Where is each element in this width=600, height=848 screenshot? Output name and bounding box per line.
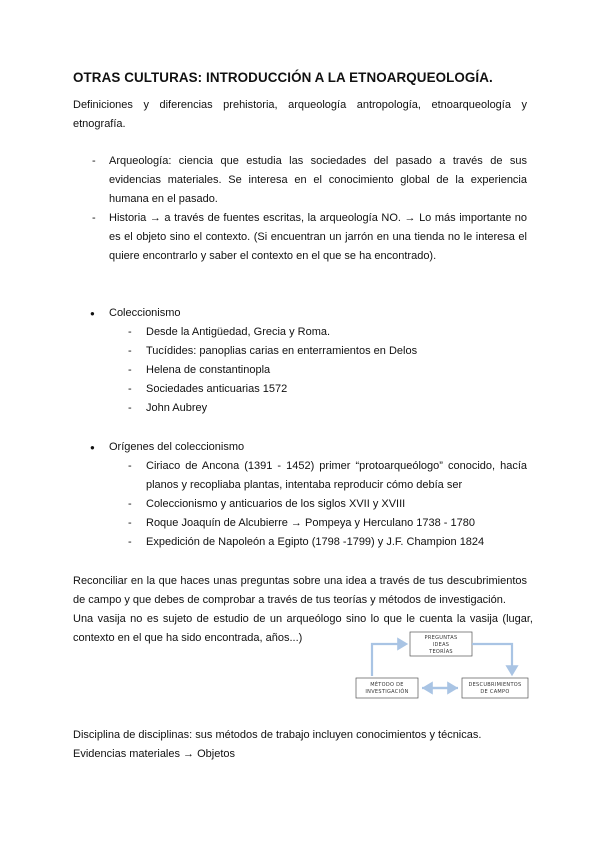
discoveries-box	[462, 678, 528, 698]
intro-paragraph: Definiciones y diferencias prehistoria, arqueología antropología, etnoarqueología y etnografía.	[73, 99, 527, 130]
evidencias-paragraph: Evidencias materiales → Objetos	[73, 748, 236, 760]
list-item: - John Aubrey	[128, 399, 527, 418]
definition-arqueologia: - Arqueología: ciencia que estudia las sociedades del pasado a través de sus evidencias materiales. Se interesa en el conocimiento global de la experiencia humana en el pasado.	[92, 152, 527, 209]
disciplina-paragraph: Disciplina de disciplinas: sus métodos de trabajo incluyen conocimientos y técnicas.	[73, 729, 482, 741]
list-item: - Desde la Antigüedad, Grecia y Roma.	[128, 323, 527, 342]
arrow-to-discoveries	[472, 644, 512, 674]
box-text: INVESTIGACIÓN	[365, 689, 409, 695]
box-text: TEORÍAS	[429, 649, 453, 655]
list-item: - Tucídides: panoplias carias en enterramientos en Delos	[128, 342, 527, 361]
list-item: - Roque Joaquín de Alcubierre → Pompeya y Herculano 1738 - 1780	[128, 514, 527, 533]
arrow-to-questions	[372, 644, 406, 676]
origenes-section	[90, 438, 527, 552]
coleccionismo-section	[90, 304, 527, 418]
reconciliar-paragraph: Reconciliar en la que haces unas preguntas sobre una idea a través de tus descubrimientos de campo y que debes de comprobar a través de tus teorías y métodos de investigación.	[73, 575, 527, 606]
list-item: - Helena de constantinopla	[128, 361, 527, 380]
origenes-heading: ● Orígenes del coleccionismo	[90, 438, 527, 457]
list-item: - Ciriaco de Ancona (1391 - 1452) primer “protoarqueólogo” conocido, hacía planos y recopliaba plantas, intentaba reproducir cómo debía ser	[128, 457, 527, 495]
definitions-list	[92, 152, 527, 266]
definition-historia: - Historia → a través de fuentes escritas, la arqueología NO. → Lo más importante no es el objeto sino el contexto. (Si encuentran un jarrón en una tienda no le interesa el quiere encontrarlo y saber el contexto en el que se ha encontrado).	[92, 209, 527, 266]
page-title: OTRAS CULTURAS: INTRODUCCIÓN A LA ETNOARQUEOLOGÍA.	[73, 70, 493, 85]
coleccionismo-list	[128, 323, 527, 418]
list-item: - Coleccionismo y anticuarios de los siglos XVII y XVIII	[128, 495, 527, 514]
list-item: - Expedición de Napoleón a Egipto (1798 -1799) y J.F. Champion 1824	[128, 533, 527, 552]
box-text: DESCUBRIMIENTOS	[468, 682, 522, 688]
origenes-list	[128, 457, 527, 552]
box-text: MÉTODO DE	[370, 682, 404, 688]
box-text: DE CAMPO	[480, 689, 510, 695]
research-cycle-diagram	[352, 630, 530, 702]
box-text: IDEAS	[432, 642, 450, 648]
method-box	[356, 678, 418, 698]
vasija-paragraph: Una vasija no es sujeto de estudio de un arqueólogo sino lo que le cuenta la vasija (lugar, contexto en el que ha sido encontrada, años...)	[73, 613, 533, 644]
box-text: PREGUNTAS	[424, 635, 458, 641]
list-item: - Sociedades anticuarias 1572	[128, 380, 527, 399]
coleccionismo-heading: ● Coleccionismo	[90, 304, 527, 323]
